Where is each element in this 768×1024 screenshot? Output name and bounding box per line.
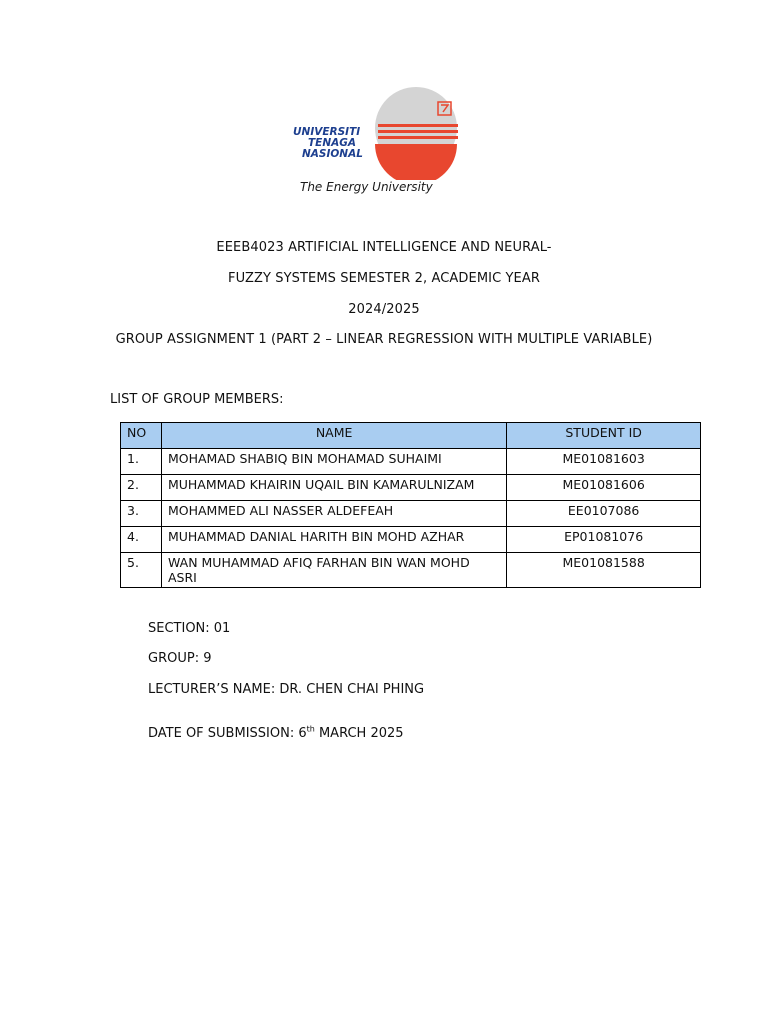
row-student-id: ME01081606 [507, 475, 701, 501]
group-info: GROUP: 9 [148, 651, 212, 666]
row-no: 4. [121, 527, 162, 553]
course-title-line-1: EEEB4023 ARTIFICIAL INTELLIGENCE AND NEURAL- [216, 240, 552, 255]
row-name: MUHAMMAD DANIAL HARITH BIN MOHD AZHAR [161, 527, 506, 553]
logo-text-universiti: UNIVERSITI [293, 126, 361, 138]
table-row [121, 449, 701, 475]
logo-red-segment [375, 144, 457, 180]
row-name: WAN MUHAMMAD AFIQ FARHAN BIN WAN MOHD ASRI [161, 553, 506, 588]
course-title-line-3: 2024/2025 [348, 302, 420, 317]
row-no: 1. [121, 449, 162, 475]
row-no: 5. [121, 553, 162, 588]
submission-date [148, 726, 404, 741]
members-label: LIST OF GROUP MEMBERS: [110, 392, 284, 407]
header-student-id: STUDENT ID [507, 423, 701, 449]
logo-stripe [378, 130, 458, 133]
header-name: NAME [161, 423, 506, 449]
header-no: NO [121, 423, 162, 449]
table-row [121, 527, 701, 553]
assignment-title: GROUP ASSIGNMENT 1 (PART 2 – LINEAR REGRESSION WITH MULTIPLE VARIABLE) [115, 332, 653, 347]
row-student-id: ME01081588 [507, 553, 701, 588]
lecturer-info: LECTURER’S NAME: DR. CHEN CHAI PHING [148, 682, 425, 697]
row-name: MUHAMMAD KHAIRIN UQAIL BIN KAMARULNIZAM [161, 475, 506, 501]
row-student-id: EE0107086 [507, 501, 701, 527]
table-row [121, 501, 701, 527]
row-no: 2. [121, 475, 162, 501]
row-name: MOHAMAD SHABIQ BIN MOHAMAD SUHAIMI [161, 449, 506, 475]
row-no: 3. [121, 501, 162, 527]
section-info: SECTION: 01 [148, 621, 231, 636]
logo-stripe [378, 124, 458, 127]
logo-text-nasional: NASIONAL [302, 148, 363, 160]
submission-date-suffix: MARCH 2025 [314, 726, 404, 741]
submission-date-ordinal: th [306, 724, 315, 734]
course-title-line-2: FUZZY SYSTEMS SEMESTER 2, ACADEMIC YEAR [228, 271, 540, 286]
table-header-row [121, 423, 701, 449]
row-student-id: EP01081076 [507, 527, 701, 553]
row-student-id: ME01081603 [507, 449, 701, 475]
table-row [121, 553, 701, 588]
logo-tagline: The Energy University [300, 180, 433, 194]
submission-date-prefix: DATE OF SUBMISSION: 6 [148, 726, 307, 741]
row-name: MOHAMMED ALI NASSER ALDEFEAH [161, 501, 506, 527]
members-table [120, 422, 701, 588]
table-row [121, 475, 701, 501]
logo-stripe [378, 136, 458, 139]
logo-text-tenaga: TENAGA [308, 137, 356, 149]
